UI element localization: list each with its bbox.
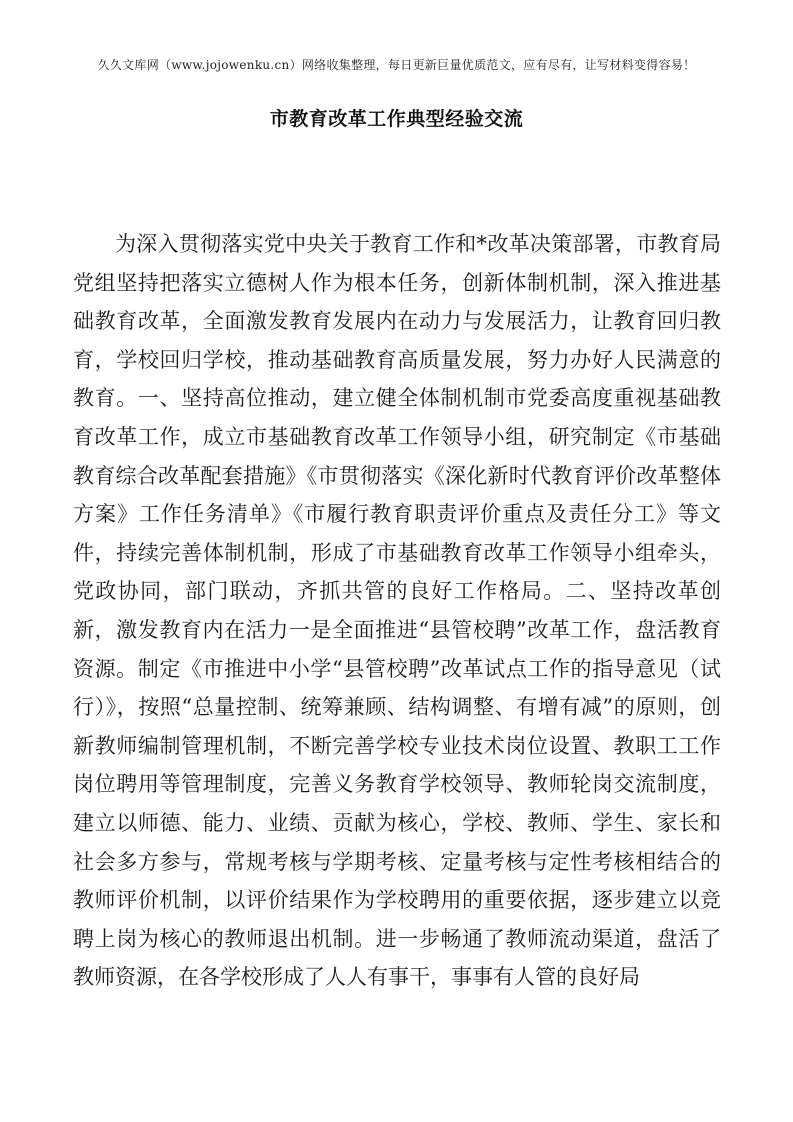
document-paragraph: 为深入贯彻落实党中央关于教育工作和*改革决策部署，市教育局党组坚持把落实立德树人作为根本任务，创新体制机制，深入推进基础教育改革，全面激发教育发展内在动力与发展活力，让教育回归教育，学校回归学校，推动基础教育高质量发展，努力办好人民满意的教育。一、坚持高位推动，建立健全体制机制市党委高度重视基础教育改革工作，成立市基础教育改革工作领导小组，研究制定《市基础教育综合改革配套措施》《市贯彻落实《深化新时代教育评价改革整体方案》工作任务清单》《市履行教育职责评价重点及责任分工》等文件，持续完善体制机制，形成了市基础教育改革工作领导小组牵头，党政协同，部门联动，齐抓共管的良好工作格局。二、坚持改革创新，激发教育内在活力一是全面推进“县管校聘”改革工作，盘活教育资源。制定《市推进中小学“县管校聘”改革试点工作的指导意见（试行）》，按照“总量控制、统筹兼顾、结构调整、有增有减”的原则，创新教师编制管理机制，不断完善学校专业技术岗位设置、教职工工作岗位聘用等管理制度，完善义务教育学校领导、教师轮岗交流制度，建立以师德、能力、业绩、贡献为核心，学校、教师、学生、家长和社会多方参与，常规考核与学期考核、定量考核与定性考核相结合的教师评价机制，以评价结果作为学校聘用的重要依据，逐步建立以竞聘上岗为核心的教师退出机制。进一步畅通了教师流动渠道，盘活了教师资源，在各学校形成了人人有事干，事事有人管的良好局 [73, 232, 721, 990]
header-note: 久久文库网（www.jojowenku.cn）网络收集整理，每日更新巨量优质范文，应有尽有，让写材料变得容易！ [97, 58, 696, 72]
document-title: 市教育改革工作典型经验交流 [269, 108, 524, 130]
